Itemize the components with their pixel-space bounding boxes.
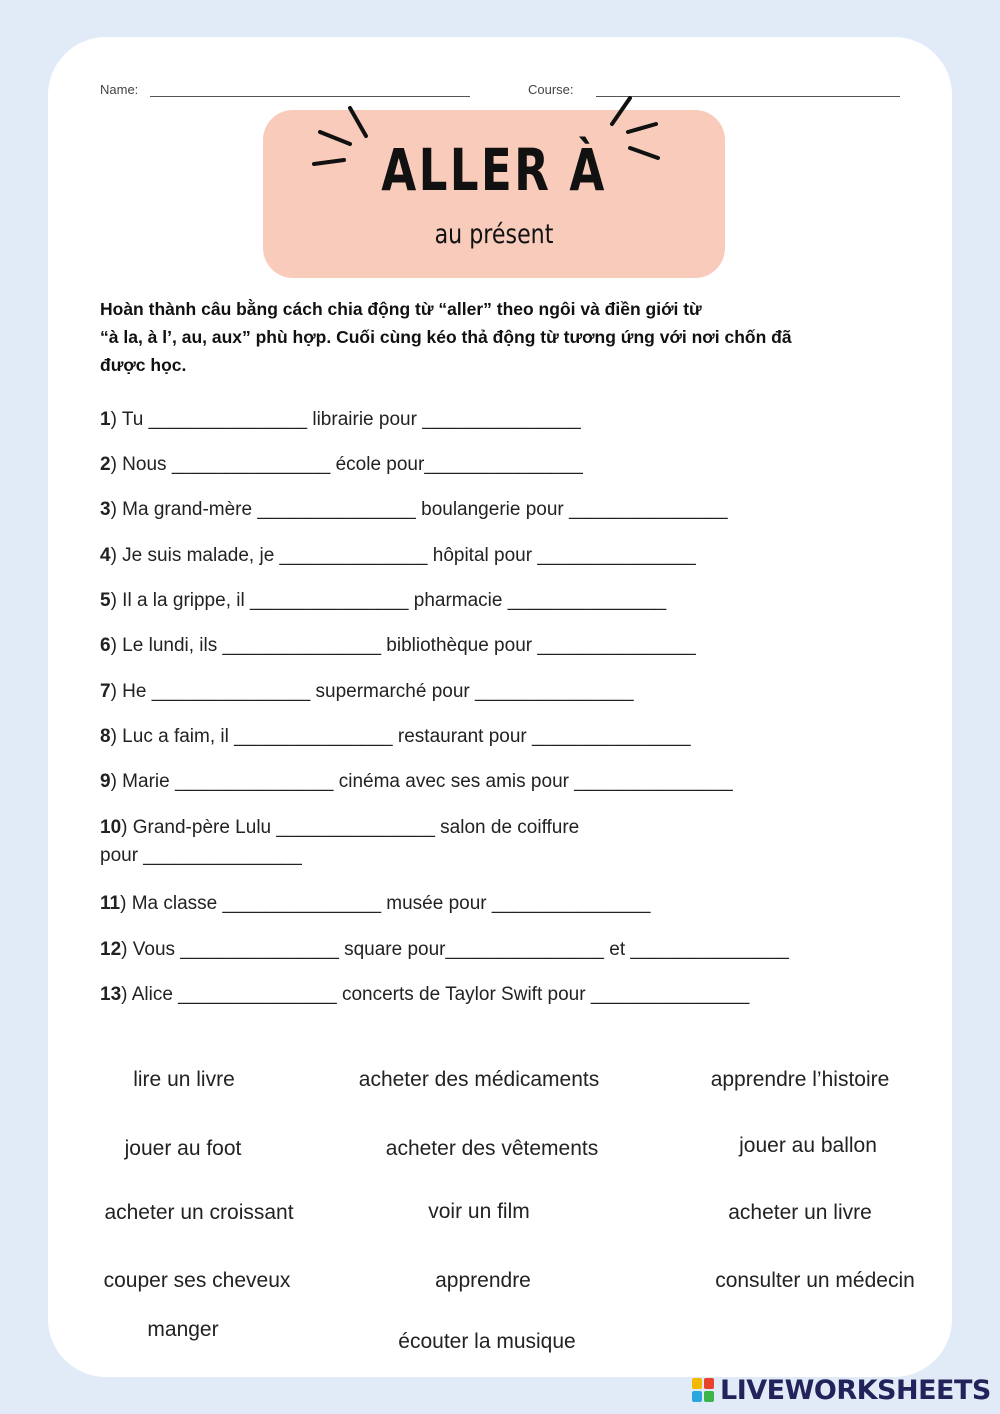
answer-option[interactable]: jouer au foot [124,1137,242,1160]
question-item[interactable] [100,817,579,867]
answer-option[interactable]: couper ses cheveux [103,1269,291,1292]
question-item[interactable] [100,545,696,567]
question-text: ) Tu _______________ librairie pour _______________ [110,409,581,430]
question-number: 6 [100,635,111,656]
answer-option[interactable]: acheter des vêtements [385,1137,599,1160]
question-item[interactable] [100,635,696,657]
liveworksheets-logo [690,1374,991,1406]
question-item[interactable] [100,893,650,915]
answer-option[interactable]: voir un film [428,1200,530,1223]
page-subtitle: au présent [434,219,554,250]
question-text: ) Luc a faim, il _______________ restaurant pour _______________ [110,726,691,747]
question-item[interactable] [100,771,733,793]
question-number: 11 [100,893,121,914]
question-number: 5 [100,590,111,611]
question-text-continued: pour _______________ [100,845,302,866]
question-text: ) Il a la grippe, il _______________ pharmacie _______________ [110,590,667,611]
name-field[interactable] [150,96,470,97]
instruction-line: được học. [100,355,187,375]
question-item[interactable] [100,984,749,1006]
answer-option[interactable]: apprendre l’histoire [710,1068,890,1091]
question-number: 4 [100,545,111,566]
question-text: ) He _______________ supermarché pour _______________ [110,681,634,702]
answer-option[interactable]: acheter des médicaments [358,1068,600,1091]
question-number: 1 [100,409,111,430]
question-number: 8 [100,726,111,747]
question-text: ) Je suis malade, je ______________ hôpital pour _______________ [110,545,696,566]
answer-option[interactable]: jouer au ballon [739,1134,877,1157]
question-item[interactable] [100,726,691,748]
question-text: ) Nous _______________ école pour_______________ [110,454,583,475]
question-item[interactable] [100,681,634,703]
answer-option[interactable]: acheter un livre [728,1201,872,1224]
answer-option[interactable]: consulter un médecin [715,1269,915,1292]
question-text: ) Ma grand-mère _______________ boulangerie pour _______________ [110,499,728,520]
name-label: Name: [100,82,139,97]
question-item[interactable] [100,939,789,961]
answer-option[interactable]: acheter un croissant [104,1201,294,1224]
instruction-line: “à la, à l’, au, aux” phù hợp. Cuối cùng kéo thả động từ tương ứng với nơi chốn đã [100,327,792,347]
logo-text: LIVEWORKSHEETS [720,1374,991,1406]
answer-option[interactable]: manger [147,1318,219,1341]
question-text: ) Marie _______________ cinéma avec ses amis pour _______________ [110,771,733,792]
question-text: ) Alice _______________ concerts de Taylor Swift pour _______________ [121,984,750,1005]
liveworksheets-mark-icon [690,1375,716,1405]
question-item[interactable] [100,590,666,612]
answer-option[interactable]: lire un livre [133,1068,235,1091]
question-number: 7 [100,681,111,702]
course-label: Course: [528,82,574,97]
question-text: ) Le lundi, ils _______________ bibliothèque pour _______________ [110,635,696,656]
answer-option[interactable]: écouter la musique [398,1330,576,1353]
question-number: 9 [100,771,111,792]
question-number: 13 [100,984,122,1005]
question-item[interactable] [100,499,728,521]
question-text: ) Vous _______________ square pour_______________ et _______________ [121,939,789,960]
question-number: 3 [100,499,111,520]
instructions [100,295,910,379]
question-item[interactable] [100,454,583,476]
question-number: 12 [100,939,122,960]
page-title: ALLER À [381,136,607,204]
question-text: ) Grand-père Lulu _______________ salon de coiffure [121,817,580,838]
question-number: 10 [100,817,122,838]
answer-option[interactable]: apprendre [435,1269,531,1292]
question-item[interactable] [100,409,581,431]
question-text: ) Ma classe _______________ musée pour _______________ [120,893,651,914]
question-number: 2 [100,454,111,475]
instruction-line: Hoàn thành câu bằng cách chia động từ “aller” theo ngôi và điền giới từ [100,299,702,319]
